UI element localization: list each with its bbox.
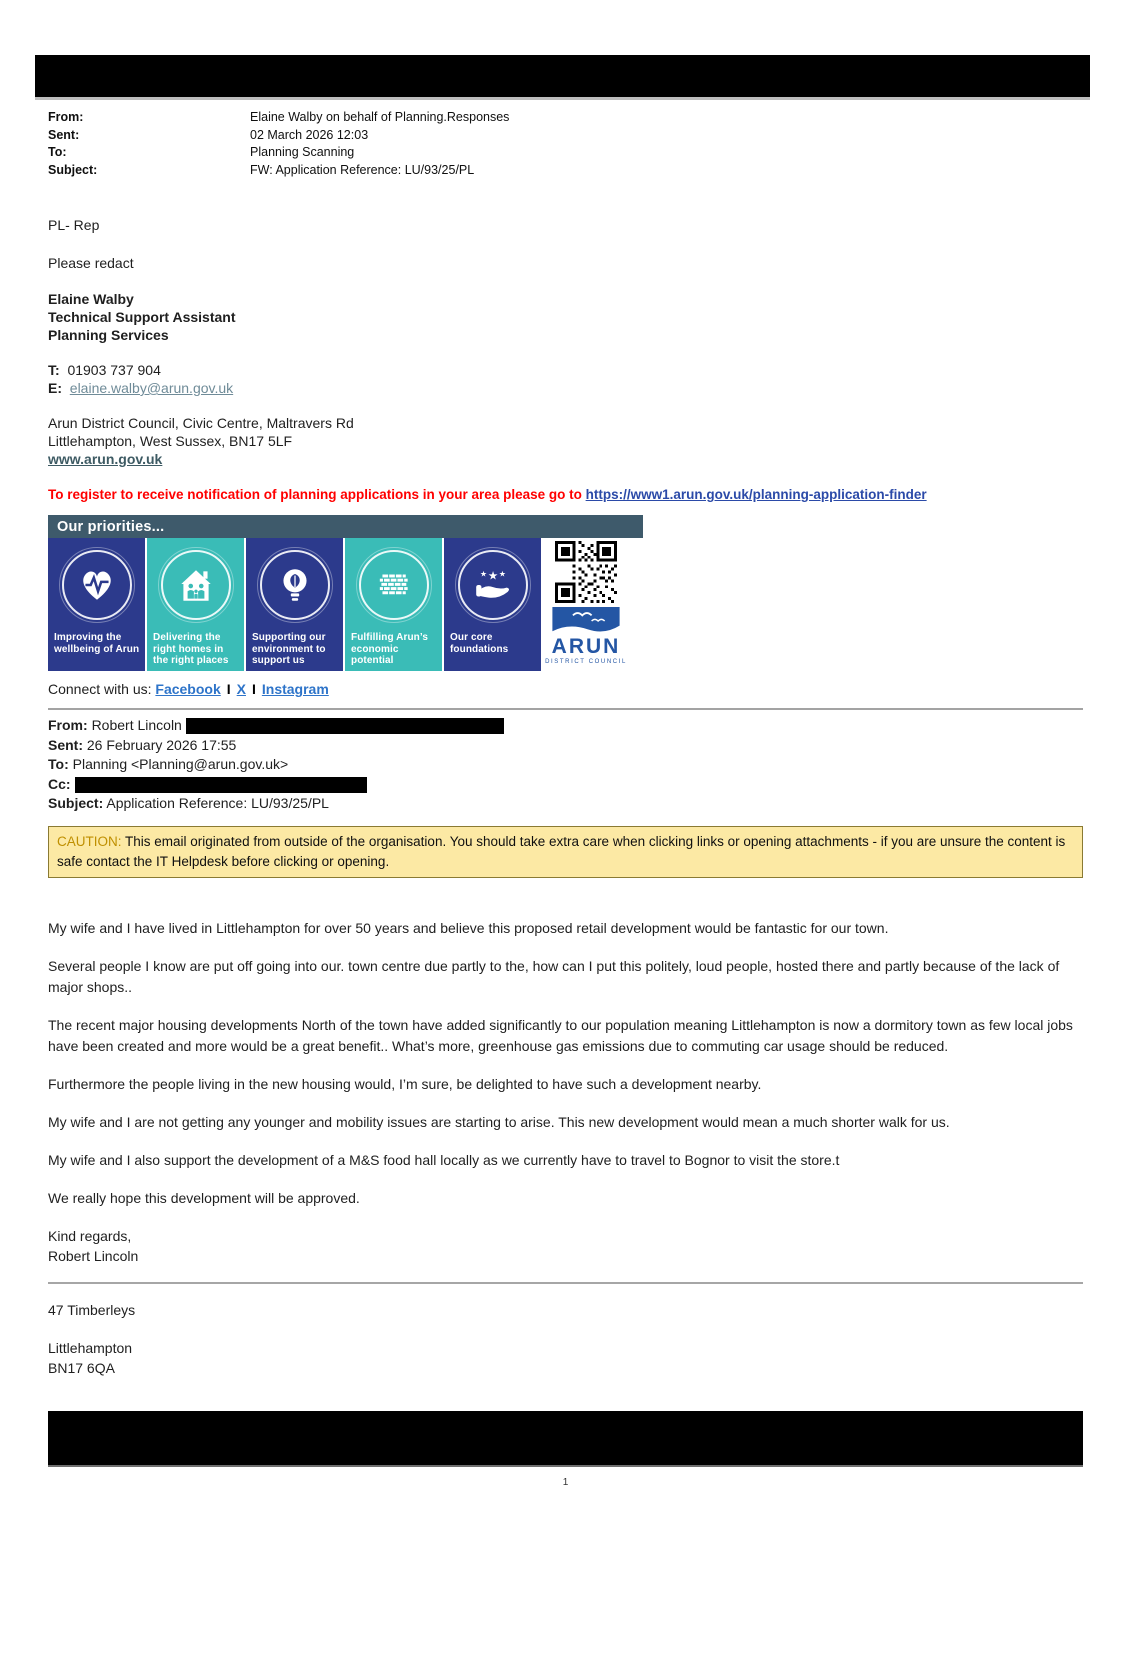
closing-line: Kind regards, bbox=[48, 1227, 132, 1244]
brick-wall-icon bbox=[359, 550, 429, 620]
sent-value: 02 March 2026 12:03 bbox=[250, 127, 369, 142]
separator: I bbox=[226, 681, 231, 697]
paragraph: Furthermore the people living in the new housing would, I’m sure, be delighted to have such a development nearby. bbox=[48, 1075, 762, 1092]
to-value: Planning <Planning@arun.gov.uk> bbox=[72, 756, 289, 772]
body-line-please-redact: Please redact bbox=[48, 255, 134, 271]
caution-text: This email originated from outside of the organisation. You should take extra care when clicking links or opening attachments - if you are unsure the content is safe contact the IT Helpdesk before clicking or opening. bbox=[57, 833, 1066, 869]
from-value: Elaine Walby on behalf of Planning.Responses bbox=[250, 110, 510, 124]
paragraph: The recent major housing developments North of the town have added significantly to our population meaning Littlehampton is now a dormitory town as few local jobs have been created and more would be a great benefit.. What’s more, greenhouse gas emissions due to commuting car usage should be reduced. bbox=[48, 1016, 1073, 1054]
signature-name: Elaine Walby bbox=[48, 291, 134, 307]
email-label: E: bbox=[48, 380, 62, 396]
sent-label: Sent: bbox=[48, 127, 80, 142]
redaction-bar bbox=[186, 718, 504, 734]
email2-body bbox=[48, 918, 1083, 1209]
paragraph: We really hope this development will be approved. bbox=[48, 1189, 360, 1206]
council-address bbox=[48, 414, 1083, 468]
from-value: Robert Lincoln bbox=[91, 717, 182, 733]
to-value: Planning Scanning bbox=[250, 145, 355, 159]
phone-value: 01903 737 904 bbox=[67, 362, 161, 378]
body-line-pl-rep: PL- Rep bbox=[48, 217, 100, 233]
arun-logo bbox=[545, 607, 627, 665]
banner-title: Our priorities... bbox=[48, 515, 643, 538]
from-label: From: bbox=[48, 717, 88, 733]
cc-label: Cc: bbox=[48, 775, 71, 792]
paragraph: Several people I know are put off going into our. town centre due partly to the, how can I put this politely, loud people, hosted there and partly because of the lack of major shops.. bbox=[48, 957, 1060, 995]
signature-department: Planning Services bbox=[48, 327, 169, 343]
svg-text:★: ★ bbox=[498, 569, 506, 579]
social-links-row bbox=[48, 679, 1083, 699]
x-link[interactable]: X bbox=[236, 681, 246, 697]
subject-label: Subject: bbox=[48, 795, 104, 811]
paragraph: My wife and I also support the development of a M&S food hall locally as we currently have to travel to Bognor to visit the store.t bbox=[48, 1151, 840, 1168]
arun-logo-name: ARUN bbox=[551, 635, 621, 658]
tile-environment bbox=[246, 538, 343, 671]
sent-value: 26 February 2026 17:55 bbox=[86, 736, 237, 753]
heart-pulse-icon bbox=[62, 550, 132, 620]
subject-value: FW: Application Reference: LU/93/25/PL bbox=[250, 162, 475, 177]
signature-title: Technical Support Assistant bbox=[48, 309, 236, 325]
closing-block bbox=[48, 1226, 1083, 1266]
tile-label: Supporting our environment to support us bbox=[252, 632, 326, 666]
bulb-leaf-icon bbox=[260, 550, 330, 620]
tile-label: Delivering the right homes in the right places bbox=[153, 632, 229, 666]
tile-economic bbox=[345, 538, 442, 671]
arun-wave-icon bbox=[551, 607, 621, 635]
page-number: 1 bbox=[562, 1476, 569, 1488]
svg-text:★: ★ bbox=[479, 569, 487, 579]
paragraph: My wife and I have lived in Littlehampton for over 50 years and believe this proposed retail development would be fantastic for our town. bbox=[48, 919, 889, 936]
sender-address-line2: Littlehampton bbox=[48, 1339, 133, 1356]
instagram-link[interactable]: Instagram bbox=[261, 681, 329, 697]
house-family-icon bbox=[161, 550, 231, 620]
redaction-bar bbox=[75, 777, 367, 793]
signature-block bbox=[48, 290, 1083, 344]
phone-label: T: bbox=[48, 362, 60, 378]
address-line-2: Littlehampton, West Sussex, BN17 5LF bbox=[48, 433, 293, 449]
social-label: Connect with us: bbox=[48, 681, 152, 697]
arun-logo-subtitle: DISTRICT COUNCIL bbox=[545, 659, 627, 665]
tile-foundations bbox=[444, 538, 541, 671]
caution-label: CAUTION: bbox=[57, 833, 122, 849]
tile-label: Our core foundations bbox=[450, 632, 509, 655]
email1-header bbox=[48, 109, 1083, 179]
separator: I bbox=[251, 681, 256, 697]
notice-text: To register to receive notification of planning applications in your area please go to bbox=[48, 487, 582, 502]
bottom-redaction-bar bbox=[48, 1411, 1083, 1467]
address-line-1: Arun District Council, Civic Centre, Maltravers Rd bbox=[48, 415, 354, 431]
caution-banner bbox=[48, 826, 1083, 878]
subject-label: Subject: bbox=[48, 162, 98, 177]
from-label: From: bbox=[48, 110, 84, 124]
top-redaction-bar bbox=[35, 55, 1090, 100]
address-divider bbox=[48, 1282, 1083, 1284]
sent-label: Sent: bbox=[48, 736, 83, 753]
planning-notice bbox=[48, 485, 1083, 504]
priorities-banner bbox=[48, 515, 643, 671]
svg-text:★: ★ bbox=[487, 568, 498, 583]
sender-address-line3: BN17 6QA bbox=[48, 1360, 115, 1376]
tile-homes bbox=[147, 538, 244, 671]
to-label: To: bbox=[48, 756, 69, 772]
planning-finder-link[interactable]: https://www1.arun.gov.uk/planning-application-finder bbox=[585, 487, 927, 502]
hand-stars-icon bbox=[458, 550, 528, 620]
facebook-link[interactable]: Facebook bbox=[155, 681, 221, 697]
paragraph: My wife and I are not getting any younger and mobility issues are starting to arise. This new development would mean a much shorter walk for us. bbox=[48, 1113, 950, 1130]
email2-header bbox=[48, 716, 1083, 814]
sender-address-line1: 47 Timberleys bbox=[48, 1301, 136, 1318]
email-link[interactable]: elaine.walby@arun.gov.uk bbox=[69, 380, 234, 396]
website-link[interactable]: www.arun.gov.uk bbox=[48, 451, 163, 467]
contact-block bbox=[48, 361, 1083, 397]
subject-value: Application Reference: LU/93/25/PL bbox=[106, 795, 329, 811]
qr-code-icon bbox=[555, 541, 617, 603]
banner-logo-column bbox=[543, 538, 629, 671]
to-label: To: bbox=[48, 145, 67, 159]
tile-label: Improving the wellbeing of Arun bbox=[54, 632, 140, 655]
sender-name: Robert Lincoln bbox=[48, 1247, 139, 1264]
sender-address-rest bbox=[48, 1338, 1083, 1379]
tile-wellbeing bbox=[48, 538, 145, 671]
tile-label: Fulfilling Arun’s economic potential bbox=[351, 632, 429, 666]
section-divider bbox=[48, 708, 1083, 710]
